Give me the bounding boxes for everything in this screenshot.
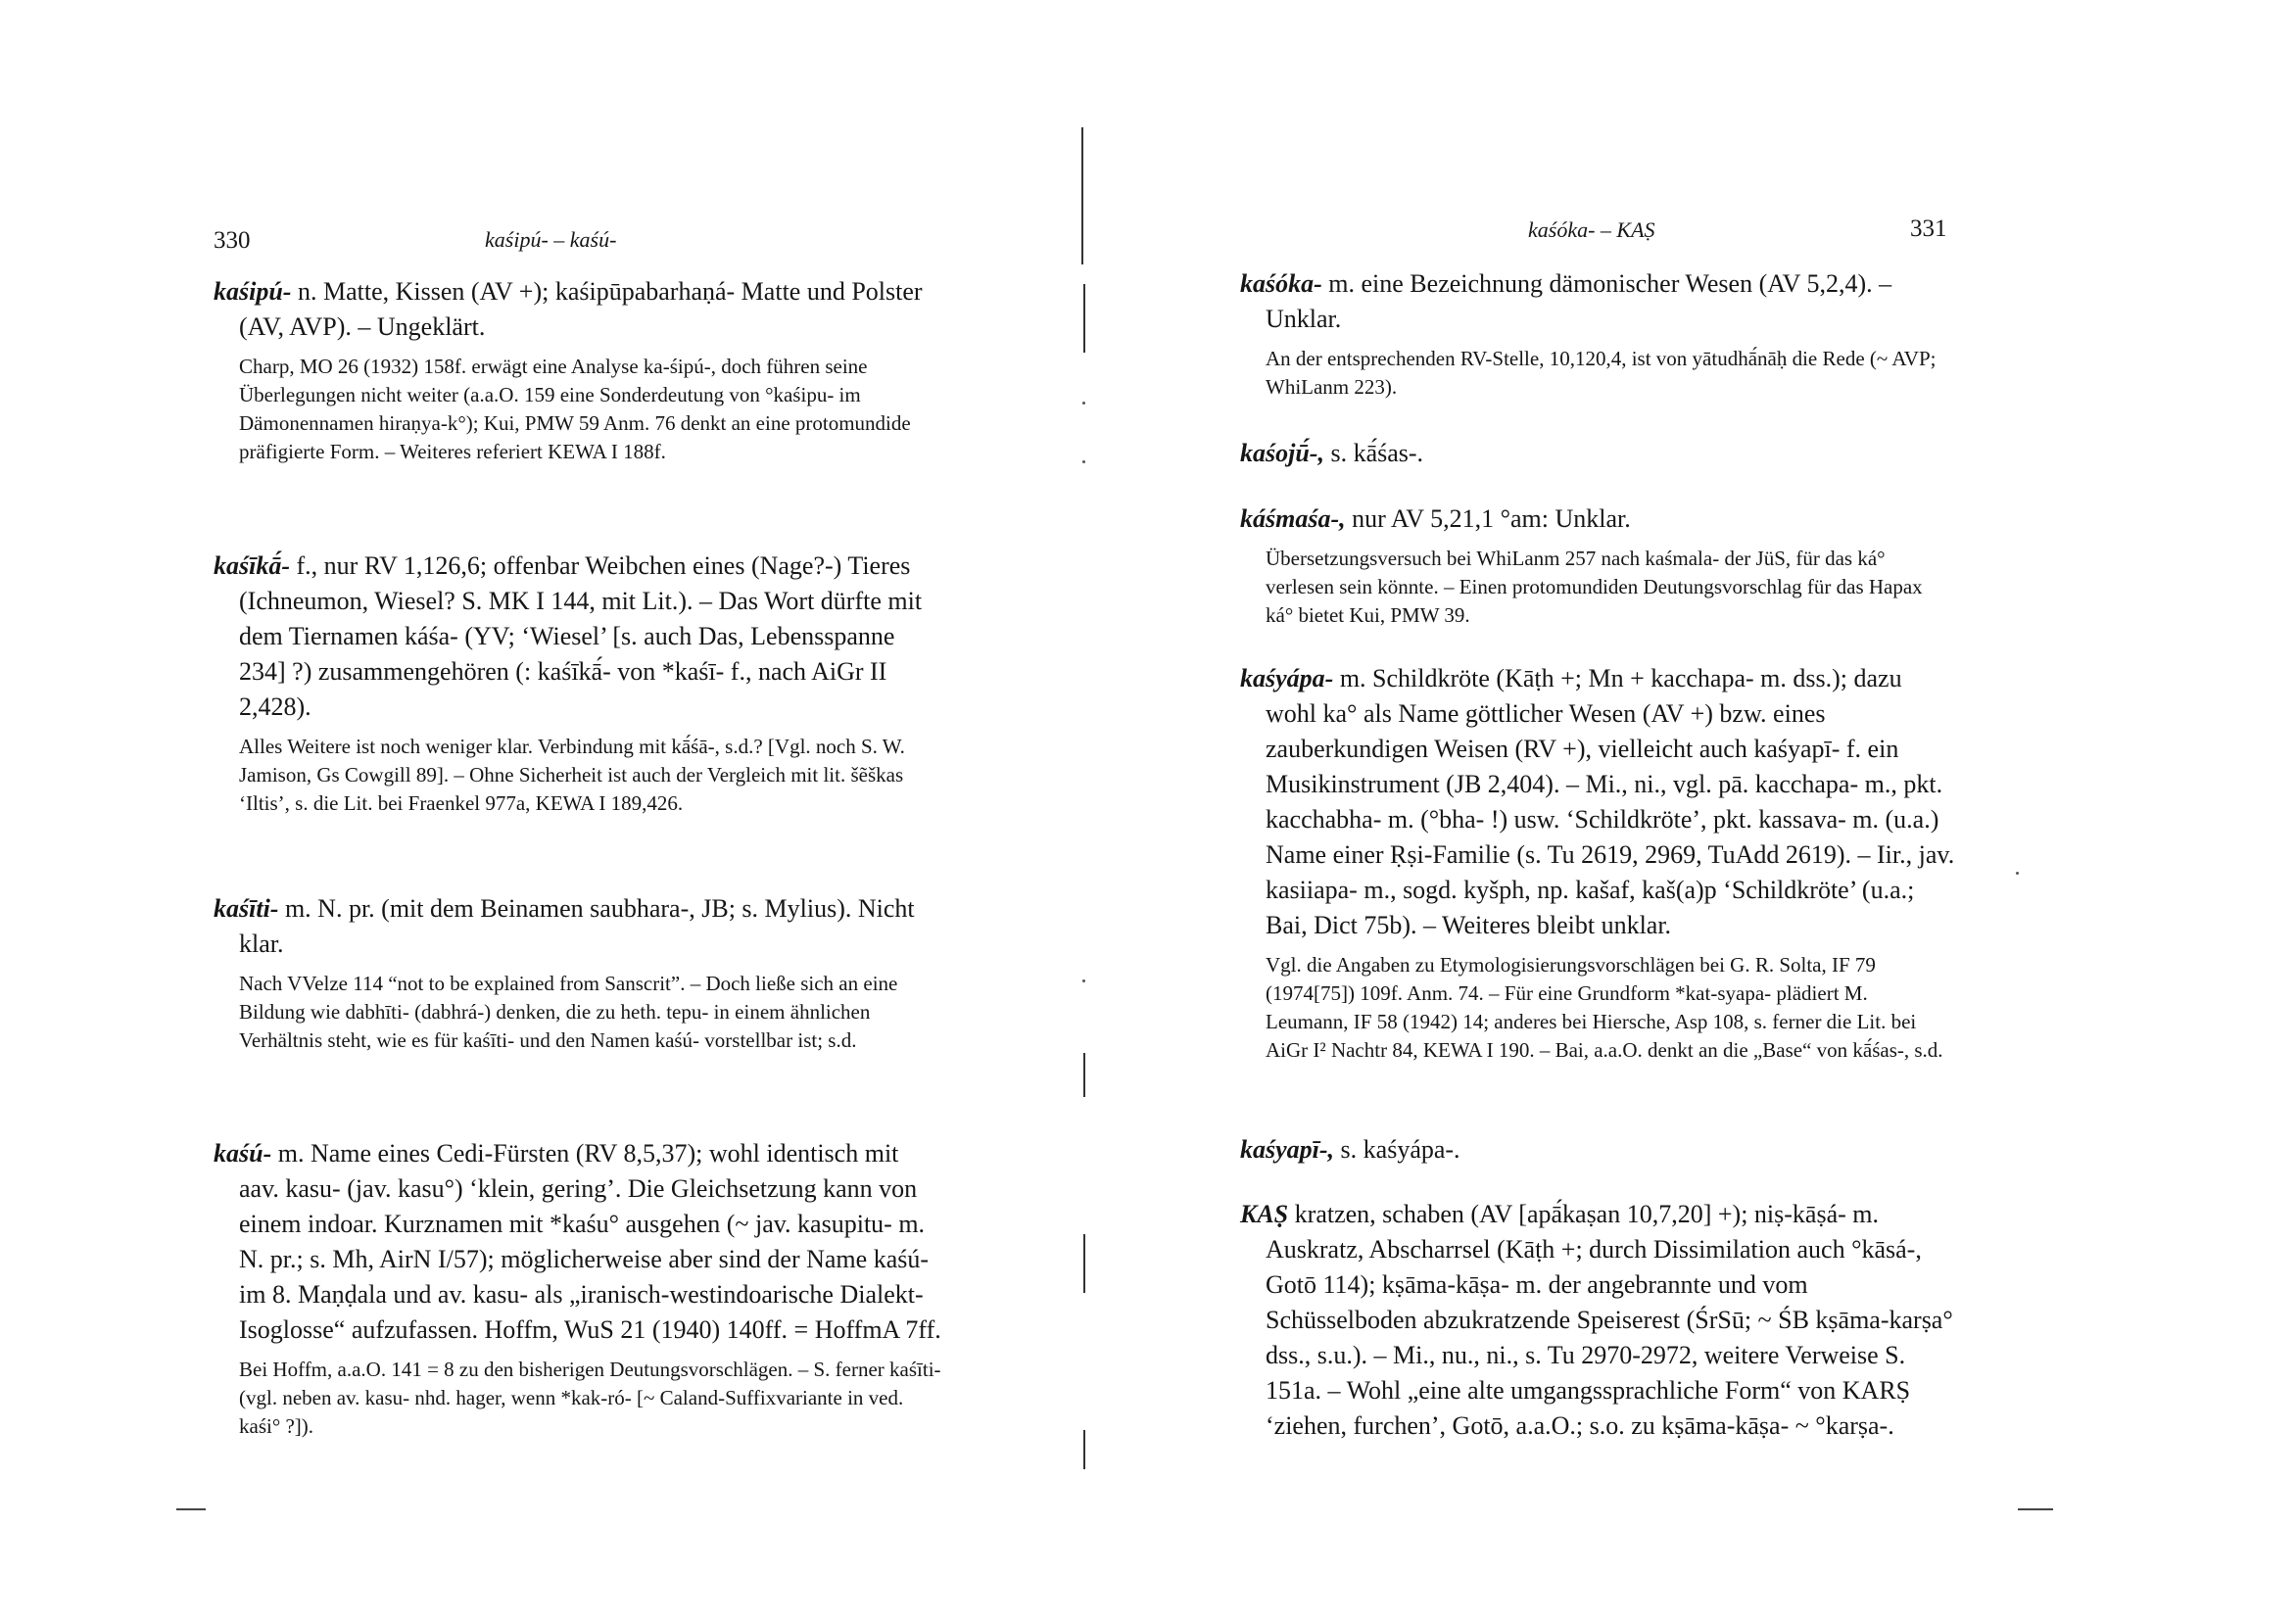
entry-text: m. Name eines Cedi-Fürsten (RV 8,5,37); wohl identisch mit aav. kasu- (jav. kasu°) ‘klein, gering’. Die Gleichsetzung kann von einem indoar. Kurznamen mit *kaśu° ausgehen (~ jav. kasupitu- m. N. pr.; s. Mh, AirN I/57); möglicherweise aber sind der Name kaśú- im 8. Maṇḍala und av. kasu- als „iranisch-westindoarische Dialekt-Isoglosse“ aufzufassen. Hoffm, WuS 21 (1940) 140ff. = HoffmA 7ff. <box>239 1139 941 1344</box>
entry-note: An der entsprechenden RV-Stelle, 10,120,4, ist von yātudhā́nāḥ die Rede (~ AVP; WhiLanm 223). <box>1266 347 1937 399</box>
running-head-left: kaśipú- – kaśú- <box>485 227 617 252</box>
entry-text: s. kā́śas-. <box>1330 439 1424 467</box>
entry-main <box>1240 436 1955 471</box>
gutter-line <box>1083 1053 1085 1097</box>
page-number-left: 330 <box>214 227 251 254</box>
dictionary-entry <box>214 549 944 818</box>
dictionary-entry <box>214 891 944 1055</box>
entry-main <box>214 1136 944 1348</box>
dictionary-entry <box>214 274 944 466</box>
scan-mark <box>176 1508 206 1510</box>
dictionary-entry <box>1240 1197 1955 1444</box>
gutter-line <box>1081 127 1083 264</box>
entry-note: Vgl. die Angaben zu Etymologisierungsvorschlägen bei G. R. Solta, IF 79 (1974[75]) 109f. Anm. 74. – Für eine Grundform *kat-syapa- plädiert M. Leumann, IF 58 (1942) 14; anderes bei Hiersche, Asp 108, s. ferner die Lit. bei AiGr I² Nachtr 84, KEWA I 190. – Bai, a.a.O. denkt an die „Base“ von kā́śas-, s.d. <box>1266 953 1943 1062</box>
dictionary-entry <box>1240 501 1955 630</box>
dictionary-entry <box>1240 661 1955 1065</box>
entry-text: n. Matte, Kissen (AV +); kaśipūpabarhaṇá- Matte und Polster (AV, AVP). – Ungeklärt. <box>239 277 923 341</box>
entry-note: Übersetzungsversuch bei WhiLanm 257 nach kaśmala- der JüS, für das ká° verlesen sein könnte. – Einen protomundiden Deutungsvorschlag für das Hapax ká° bietet Kui, PMW 39. <box>1266 547 1923 627</box>
gutter-line <box>1083 1430 1085 1469</box>
gutter-line <box>1083 1234 1085 1293</box>
gutter-dot <box>1082 402 1085 405</box>
scan-dot <box>2016 872 2019 875</box>
headword: kaśojū́-, <box>1240 439 1324 467</box>
page-number-right: 331 <box>1910 215 1947 242</box>
entry-note: Nach VVelze 114 “not to be explained from Sanscrit”. – Doch ließe sich an eine Bildung wie dabhīti- (dabhrá-) denken, die zu heth. tepu- in einem ähnlichen Verhältnis steht, wie es für kaśīti- und den Namen kaśú- vorstellbar ist; s.d. <box>239 972 898 1052</box>
entry-note: Charp, MO 26 (1932) 158f. erwägt eine Analyse ka-śipú-, doch führen seine Überlegungen nicht weiter (a.a.O. 159 eine Sonderdeutung von °kaśipu- im Dämonennamen hiraṇya-k°); Kui, PMW 59 Anm. 76 denkt an eine protomundide präfigierte Form. – Weiteres referiert KEWA I 188f. <box>239 355 911 463</box>
dictionary-entry <box>1240 436 1955 471</box>
headword: KAṢ <box>1240 1200 1289 1228</box>
entry-note: Bei Hoffm, a.a.O. 141 = 8 zu den bisherigen Deutungsvorschlägen. – S. ferner kaśīti- (vgl. neben av. kasu- nhd. hager, wenn *kak-ró- [~ Caland-Suffixvariante in ved. kaśi° ?]). <box>239 1358 941 1438</box>
headword: kaśyápa- <box>1240 664 1334 692</box>
dictionary-entry <box>1240 266 1955 402</box>
dictionary-entry <box>1240 1132 1955 1168</box>
headword: káśmaśa-, <box>1240 504 1346 533</box>
entry-main <box>1240 661 1955 943</box>
headword: kaśīti- <box>214 894 279 923</box>
entry-text: nur AV 5,21,1 °am: Unklar. <box>1352 504 1631 533</box>
entry-text: kratzen, schaben (AV [apā́kaṣan 10,7,20] +); niṣ-kāṣá- m. Auskratz, Abscharrsel (Kāṭh +; durch Dissimilation auch °kāsá-, Gotō 114); kṣāma-kāṣa- m. der angebrannte und vom Schüsselboden abzukratzende Speiserest (ŚrSū; ~ ŚB kṣāma-karṣa° dss., s.u.). – Mi., nu., ni., s. Tu 2970-2972, weitere Verweise S. 151a. – Wohl „eine alte umgangssprachliche Form“ von KARṢ ‘ziehen, furchen’, Gotō, a.a.O.; s.o. zu kṣāma-kāṣa- ~ °karṣa-. <box>1266 1200 1953 1440</box>
dictionary-entry <box>214 1136 944 1441</box>
entry-text: f., nur RV 1,126,6; offenbar Weibchen eines (Nage?-) Tieres (Ichneumon, Wiesel? S. MK I 144, mit Lit.). – Das Wort dürfte mit dem Tiernamen káśa- (YV; ‘Wiesel’ [s. auch Das, Lebensspanne 234] ?) zusammengehören (: kaśīkā́- von *kaśī- f., nach AiGr II 2,428). <box>239 551 923 721</box>
headword: kaśīkā́- <box>214 551 290 580</box>
headword: kaśipú- <box>214 277 292 306</box>
scan-mark <box>2018 1508 2053 1510</box>
headword: kaśyapī-, <box>1240 1135 1335 1164</box>
running-head-right: kaśóka- – KAṢ <box>1528 217 1655 242</box>
gutter-dot <box>1082 979 1085 982</box>
entry-main <box>214 274 944 345</box>
entry-text: m. eine Bezeichnung dämonischer Wesen (AV 5,2,4). – Unklar. <box>1266 269 1892 333</box>
entry-main <box>214 549 944 725</box>
entry-main <box>1240 266 1955 337</box>
entry-note: Alles Weitere ist noch weniger klar. Verbindung mit kā́śā-, s.d.? [Vgl. noch S. W. Jamison, Gs Cowgill 89]. – Ohne Sicherheit ist auch der Vergleich mit lit. šẽškas ‘Iltis’, s. die Lit. bei Fraenkel 977a, KEWA I 189,426. <box>239 735 905 815</box>
entry-text: m. Schildkröte (Kāṭh +; Mn + kacchapa- m. dss.); dazu wohl ka° als Name göttlicher Wesen (AV +) bzw. eines zauberkundigen Weisen (RV +), vielleicht auch kaśyapī- f. ein Musikinstrument (JB 2,404). – Mi., ni., vgl. pā. kacchapa- m., pkt. kacchabha- m. (°bha- !) usw. ‘Schildkröte’, pkt. kassava- m. (u.a.) Name einer Ṛṣi-Familie (s. Tu 2619, 2969, TuAdd 2619). – Iir., jav. kasiiapa- m., sogd. kyšph, np. kašaf, kaš(a)p ‘Schildkröte’ (u.a.; Bai, Dict 75b). – Weiteres bleibt unklar. <box>1266 664 1955 939</box>
entry-main <box>1240 501 1955 537</box>
entry-main <box>214 891 944 962</box>
entry-text: m. N. pr. (mit dem Beinamen saubhara-, JB; s. Mylius). Nicht klar. <box>239 894 915 958</box>
entry-main <box>1240 1197 1955 1444</box>
gutter-dot <box>1082 460 1085 463</box>
entry-main <box>1240 1132 1955 1168</box>
gutter-line <box>1083 284 1085 353</box>
headword: kaśóka- <box>1240 269 1322 298</box>
entry-text: s. kaśyápa-. <box>1340 1135 1460 1164</box>
headword: kaśú- <box>214 1139 272 1168</box>
